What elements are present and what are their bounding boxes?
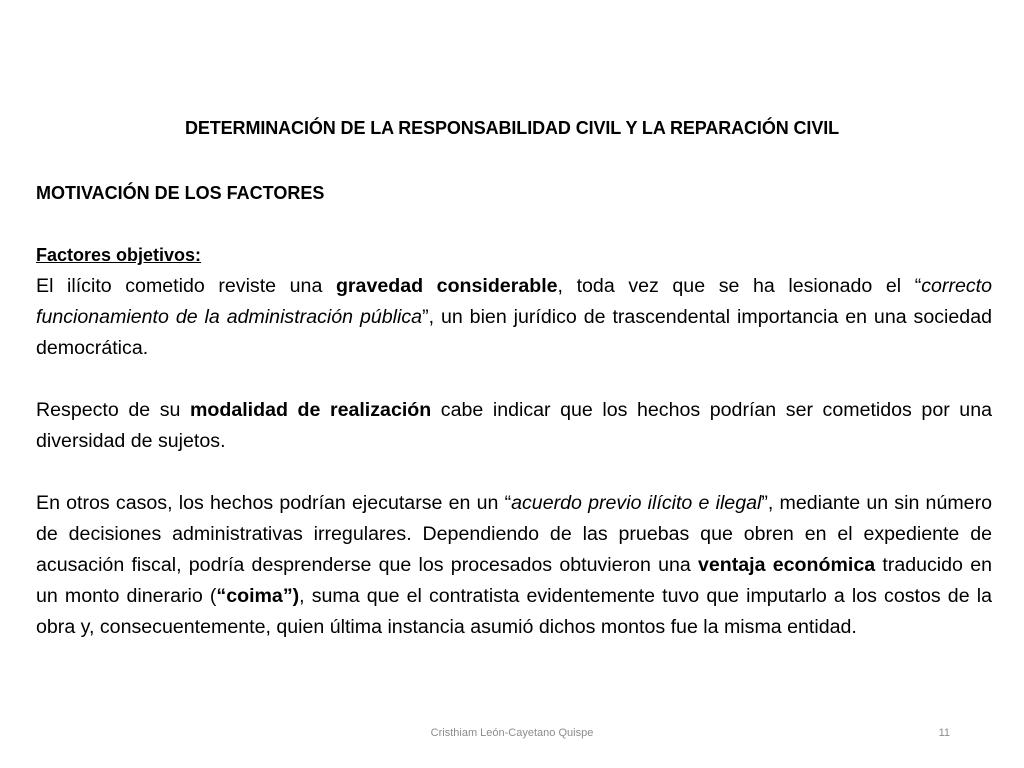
p3-italic-acuerdo: acuerdo previo ilícito e ilegal xyxy=(511,492,762,514)
p2-text-a: Respecto de su xyxy=(36,399,190,421)
p1-italic-bien: correcto funcionamiento de la administración pública xyxy=(36,275,993,328)
footer-author: Cristhiam León-Cayetano Quispe xyxy=(430,727,594,739)
p3-bold-coima: “coima”) xyxy=(216,585,300,607)
spacer xyxy=(36,457,992,488)
spacer xyxy=(36,209,992,240)
p2-bold-modalidad: modalidad de realización xyxy=(189,399,432,421)
p3-bold-ventaja: ventaja económica xyxy=(698,554,876,576)
page-number: 11 xyxy=(938,727,950,739)
p1-text-a: El ilícito cometido reviste una xyxy=(36,275,336,297)
p3-text-c: ”, mediante un sin número de decisiones administrativas irregulares. Dependiendo de las pruebas que obren en el expediente de acusación fiscal, podría desprenderse que los procesados obtuvieron una xyxy=(36,492,992,576)
slide-title: DETERMINACIÓN DE LA RESPONSABILIDAD CIVIL Y LA REPARACIÓN CIVIL xyxy=(184,118,840,138)
p2-text-c: cabe indicar que los hechos podrían ser cometidos por una diversidad de sujetos. xyxy=(36,399,992,452)
slide-content xyxy=(36,178,992,643)
paragraph-1 xyxy=(36,271,992,364)
paragraph-3 xyxy=(36,488,992,643)
p1-text-e: ”, un bien jurídico de trascendental importancia en una sociedad democrática. xyxy=(36,306,992,359)
p3-text-g: , suma que el contratista evidentemente tuvo que imputarlo a los costos de la obra y, consecuentemente, quien última instancia asumió dichos montos fue la misma entidad. xyxy=(36,585,992,638)
p3-text-e: traducido en un monto dinerario ( xyxy=(36,554,992,607)
p1-bold-gravedad: gravedad considerable xyxy=(335,275,558,297)
spacer xyxy=(36,364,992,395)
subtitle: MOTIVACIÓN DE LOS FACTORES xyxy=(36,183,325,203)
section-heading: Factores objetivos: xyxy=(36,245,202,265)
p3-text-a: En otros casos, los hechos podrían ejecutarse en un “ xyxy=(36,492,512,514)
paragraph-2 xyxy=(36,395,992,457)
p1-text-c: , toda vez que se ha lesionado el “ xyxy=(557,275,922,297)
